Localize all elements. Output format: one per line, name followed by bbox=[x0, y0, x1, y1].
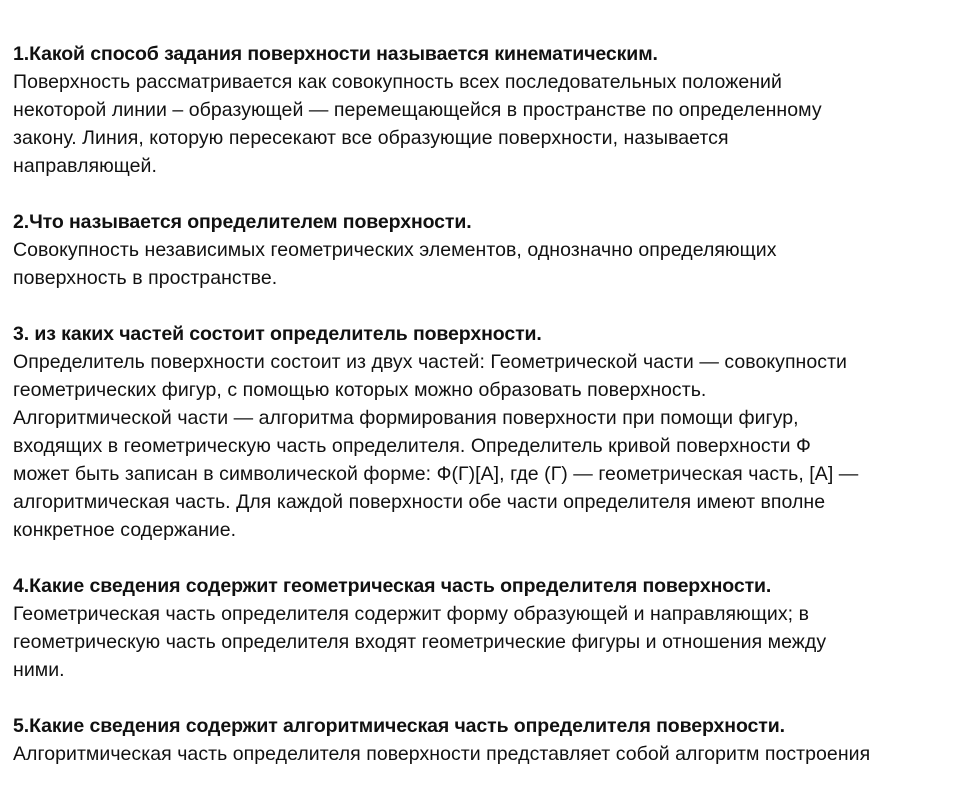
answer-line: алгоритмическая часть. Для каждой поверхности обе части определителя имеют вполне bbox=[13, 491, 826, 513]
answer-line: некоторой линии – образующей — перемещающейся в пространстве по определенному bbox=[13, 99, 822, 121]
answer-text bbox=[13, 68, 953, 180]
question-heading: 3. из каких частей состоит определитель поверхности. bbox=[13, 323, 542, 345]
question-heading: 4.Какие сведения содержит геометрическая часть определителя поверхности. bbox=[13, 575, 772, 597]
qa-section-4 bbox=[13, 572, 953, 684]
answer-text bbox=[13, 348, 953, 544]
question-heading: 5.Какие сведения содержит алгоритмическая часть определителя поверхности. bbox=[13, 715, 785, 737]
answer-line: Геометрическая часть определителя содержит форму образующей и направляющих; в bbox=[13, 603, 809, 625]
question-heading: 2.Что называется определителем поверхности. bbox=[13, 211, 472, 233]
answer-line: закону. Линия, которую пересекают все образующие поверхности, называется bbox=[13, 127, 729, 149]
answer-text bbox=[13, 600, 953, 684]
answer-line: Совокупность независимых геометрических элементов, однозначно определяющих bbox=[13, 239, 777, 261]
answer-line: геометрических фигур, с помощью которых можно образовать поверхность. bbox=[13, 379, 707, 401]
answer-line: направляющей. bbox=[13, 155, 157, 177]
answer-line: геометрическую часть определителя входят геометрические фигуры и отношения между bbox=[13, 631, 827, 653]
answer-line: Алгоритмическая часть определителя поверхности представляет собой алгоритм построения bbox=[13, 743, 871, 765]
document-body bbox=[13, 40, 953, 796]
answer-line: конкретное содержание. bbox=[13, 519, 237, 541]
answer-line: ними. bbox=[13, 659, 65, 681]
answer-line: входящих в геометрическую часть определителя. Определитель кривой поверхности Ф bbox=[13, 435, 811, 457]
question-heading: 1.Какой способ задания поверхности называется кинематическим. bbox=[13, 43, 658, 65]
answer-text bbox=[13, 740, 953, 768]
qa-section-5 bbox=[13, 712, 953, 768]
qa-section-2 bbox=[13, 208, 953, 292]
qa-section-1 bbox=[13, 40, 953, 180]
answer-line: Определитель поверхности состоит из двух частей: Геометрической части — совокупности bbox=[13, 351, 847, 373]
answer-line: Алгоритмической части — алгоритма формирования поверхности при помощи фигур, bbox=[13, 407, 799, 429]
answer-line: поверхность в пространстве. bbox=[13, 267, 278, 289]
answer-text bbox=[13, 236, 953, 292]
answer-line: Поверхность рассматривается как совокупность всех последовательных положений bbox=[13, 71, 782, 93]
answer-line: может быть записан в символической форме: Ф(Г)[А], где (Г) — геометрическая часть, [А] — bbox=[13, 463, 859, 485]
qa-section-3 bbox=[13, 320, 953, 544]
